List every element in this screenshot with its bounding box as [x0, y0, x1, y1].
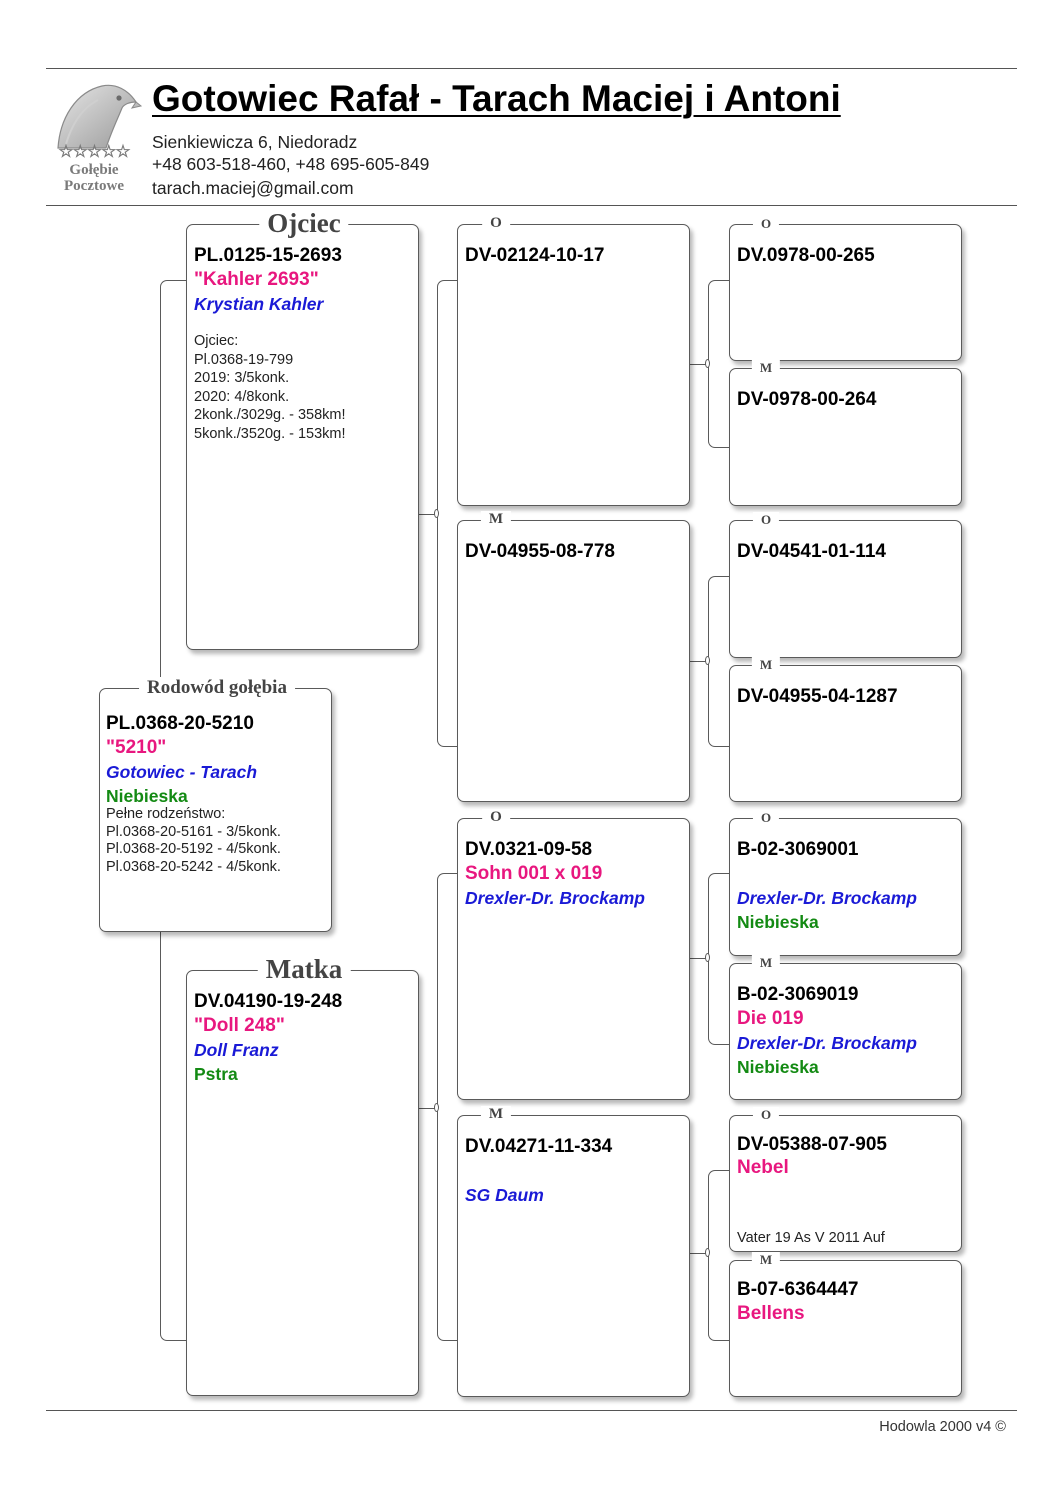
breeder-address: Sienkiewicza 6, Niedoradz: [152, 132, 358, 152]
pigeon-color: Niebieska: [737, 912, 819, 932]
pigeon-name: "5210": [106, 737, 167, 758]
header-divider: [46, 205, 1017, 206]
ring-number: DV-04955-04-1287: [737, 686, 898, 707]
card-label: O: [753, 1107, 779, 1123]
footer-divider: [46, 1410, 1017, 1411]
connector-fm: [708, 576, 729, 747]
pigeon-note: Vater 19 As V 2011 Auf: [737, 1230, 885, 1246]
logo-stars: ☆☆☆☆☆: [58, 142, 130, 161]
card-label: M: [752, 1252, 780, 1268]
ring-number: DV.0321-09-58: [465, 839, 593, 860]
pigeon-card-ff: [457, 215, 690, 506]
pigeon-card-fm: [457, 511, 690, 802]
connector-knob: [434, 1103, 439, 1112]
pigeon-card-mm: [457, 1106, 690, 1397]
card-label: M: [752, 955, 780, 971]
pigeon-card-mmm: [729, 1252, 962, 1397]
pigeon-card-fmm: [729, 657, 962, 802]
card-label: O: [753, 810, 779, 826]
card-label: M: [752, 657, 780, 673]
pigeon-card-ffm: [729, 360, 962, 506]
pigeon-name: Bellens: [737, 1303, 805, 1324]
card-label: O: [482, 809, 510, 826]
card-label: Ojciec: [259, 208, 348, 239]
pigeon-name: "Kahler 2693": [194, 269, 319, 290]
breeder-title: Gotowiec Rafał - Tarach Maciej i Antoni: [152, 78, 841, 119]
top-divider: [46, 68, 1017, 69]
ring-number: DV-0978-00-264: [737, 389, 877, 410]
breeder-name: Drexler-Dr. Brockamp: [737, 1033, 917, 1053]
pigeon-color: Pstra: [194, 1064, 238, 1084]
logo-line1: Gołębie: [69, 162, 119, 178]
pigeon-head-icon: [46, 78, 142, 150]
pigeon-card-father: [186, 208, 419, 650]
ring-number: DV-02124-10-17: [465, 245, 605, 266]
breeder-name: SG Daum: [465, 1185, 544, 1205]
pigeon-name: Die 019: [737, 1008, 804, 1029]
ring-number: DV.0978-00-265: [737, 245, 875, 266]
connector-mm: [708, 1170, 729, 1341]
breeder-phones: +48 603-518-460, +48 695-605-849: [152, 154, 430, 174]
pigeon-color: Niebieska: [106, 786, 188, 806]
card-label: M: [752, 360, 780, 376]
pigeon-color: Niebieska: [737, 1057, 819, 1077]
ring-number: B-02-3069019: [737, 984, 859, 1005]
pigeon-card-mmf: [729, 1107, 962, 1252]
connector-knob: [705, 359, 710, 368]
breeder-email: tarach.maciej@gmail.com: [152, 178, 354, 198]
ring-number: DV-04541-01-114: [737, 541, 886, 562]
ring-number: B-07-6364447: [737, 1279, 859, 1300]
connector-knob: [705, 1248, 710, 1257]
pigeon-card-mf: [457, 809, 690, 1100]
ring-number: B-02-3069001: [737, 839, 859, 860]
pigeon-card-fff: [729, 216, 962, 361]
breeder-name: Drexler-Dr. Brockamp: [737, 888, 917, 908]
pigeon-note: Pełne rodzeństwo: Pl.0368-20-5161 - 3/5konk. Pl.0368-20-5192 - 4/5konk. Pl.0368-20-5242 - 4/5konk.: [106, 806, 281, 875]
breeder-name: Drexler-Dr. Brockamp: [465, 888, 645, 908]
pigeon-card-fmf: [729, 512, 962, 658]
ring-number: DV-05388-07-905: [737, 1134, 887, 1155]
breeder-name: Gotowiec - Tarach: [106, 762, 258, 782]
connector-mf: [708, 873, 729, 1045]
connector-ff: [708, 280, 729, 448]
ring-number: PL.0125-15-2693: [194, 245, 342, 266]
breeder-name: Krystian Kahler: [194, 294, 324, 314]
breeder-name: Doll Franz: [194, 1040, 279, 1060]
connector-father: [437, 280, 457, 747]
logo: [46, 72, 142, 200]
connector-knob: [705, 656, 710, 665]
ring-number: DV.04271-11-334: [465, 1136, 613, 1157]
card-label: O: [753, 512, 779, 528]
pigeon-name: Nebel: [737, 1157, 789, 1178]
pigeon-card-mfm: [729, 955, 962, 1100]
logo-line2: Pocztowe: [64, 178, 124, 194]
pigeon-card-subject: [99, 677, 332, 932]
pigeon-name: Sohn 001 x 019: [465, 863, 603, 884]
card-label: M: [481, 511, 511, 528]
card-label: O: [753, 216, 779, 232]
card-label: O: [482, 215, 510, 232]
footer-credit: Hodowla 2000 v4 ©: [879, 1419, 1006, 1435]
pigeon-note: Ojciec: Pl.0368-19-799 2019: 3/5konk. 2020: 4/8konk. 2konk./3029g. - 358km! 5konk./3520g. - 153km!: [194, 333, 346, 442]
card-label: Matka: [258, 954, 351, 985]
ring-number: DV.04190-19-248: [194, 991, 343, 1012]
card-label: Rodowód gołębia: [139, 677, 295, 699]
connector-knob: [434, 509, 439, 518]
ring-number: DV-04955-08-778: [465, 541, 615, 562]
ring-number: PL.0368-20-5210: [106, 713, 254, 734]
pigeon-card-mother: [186, 954, 419, 1396]
card-label: M: [481, 1106, 511, 1123]
pigeon-name: "Doll 248": [194, 1015, 285, 1036]
connector-mother: [437, 873, 457, 1341]
connector-knob: [705, 953, 710, 962]
pigeon-card-mff: [729, 810, 962, 956]
